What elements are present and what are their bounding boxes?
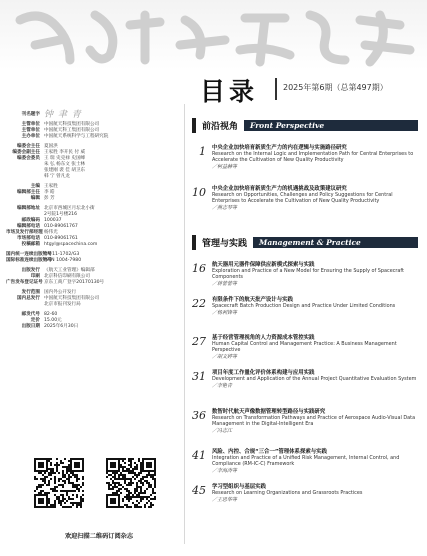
masthead-value: 2025年6月30日 xyxy=(44,324,79,329)
section-title-zh: 管理与实践 xyxy=(202,239,248,249)
masthead-label: 国际标准连续出版物号 xyxy=(6,258,52,263)
masthead-value: 中国航天科工集团有限公司 xyxy=(44,128,100,133)
article-title-en: Research on Opportunities, Challenges and Policy Suggestions for Central Enterprises to Accelerate the Cultivation of New Quality Productivity xyxy=(212,192,393,204)
masthead-label xyxy=(6,302,44,308)
masthead-label: 投稿邮箱 xyxy=(21,242,40,247)
masthead-value: 2号院1号楼216 xyxy=(44,212,77,217)
masthead-value: 北京市西城区月坛北小街 xyxy=(44,206,95,211)
masthead-label: 出版日期 xyxy=(21,324,40,329)
article-title-en: Exploration and Practice of a New Model for Ensuring the Supply of Spacecraft Components xyxy=(212,268,404,280)
article-author: ／杨利锋等 xyxy=(212,309,238,316)
masthead-label: 出版发行 xyxy=(21,268,40,273)
article-title-zh: 中央企业加快培育新质生产力的内在逻辑与实施路径研究 xyxy=(212,145,347,151)
article-title-en: Integration and Practice of a Unified Risk Management, Internal Control, and Compliance (RM-IC-C) Framework xyxy=(212,455,400,467)
article-title-en: Human Capital Control and Management Practice: A Business Management Perspective xyxy=(212,341,397,353)
masthead-row xyxy=(6,196,176,202)
masthead-value: 100037 xyxy=(44,218,62,223)
masthead-row xyxy=(6,302,176,308)
qr-code-icon[interactable] xyxy=(106,458,156,508)
masthead-value: 《航天工业管理》编辑部 xyxy=(44,268,95,273)
masthead-label xyxy=(6,174,44,180)
calligraphy-banner-graphic xyxy=(0,0,427,70)
title-divider xyxy=(275,78,277,100)
masthead-value: 中国航天科技集团有限公司 xyxy=(44,122,100,127)
entry-text xyxy=(212,484,418,504)
masthead-label: 编辑部地址 xyxy=(17,206,40,211)
article-title-zh: 风险、内控、合规“三合一”管理体系探索与实践 xyxy=(212,449,327,455)
article-title-en: Research on the Internal Logic and Implementation Path for Central Enterprises to Accelerate the Cultivation of New Quality Productivity xyxy=(212,151,414,163)
masthead-row xyxy=(6,324,176,330)
article-title-zh: 基于经营管理视角的人力资源成本管控实践 xyxy=(212,335,315,341)
masthead-value: 京东工商广登字20170130号 xyxy=(44,280,105,285)
masthead-value: 中国航天科技集团有限公司 xyxy=(44,296,100,301)
masthead-label: 主管单位 xyxy=(21,122,40,127)
masthead-row xyxy=(6,134,176,140)
masthead-value: 010-89061761 xyxy=(44,236,78,241)
article-author: ／李艳青 xyxy=(212,382,233,389)
masthead-row xyxy=(6,280,176,286)
article-title-zh: 数智时代航天声像数据管理转型路径与实践研究 xyxy=(212,409,326,415)
masthead-label: 定价 xyxy=(30,318,40,323)
masthead-rows xyxy=(6,122,176,330)
article-title-en: Development and Application of the Annual Project Quantitative Evaluation System xyxy=(212,376,417,382)
masthead-info xyxy=(6,112,176,330)
article-author: ／冯志江 xyxy=(212,427,233,434)
masthead-value: 15.00元 xyxy=(44,318,62,323)
qr-code-icon[interactable] xyxy=(34,458,84,508)
toc-title: 目录 xyxy=(200,77,259,106)
masthead-value: 北京市报刊发行局 xyxy=(44,302,81,307)
page-number: 16 xyxy=(192,262,206,275)
article-author: ／王思华等 xyxy=(212,496,238,503)
masthead-label: 市场及发行部经理 xyxy=(6,230,43,235)
page-number: 27 xyxy=(192,335,206,348)
section-title-en: Management & Practice xyxy=(253,237,418,248)
column-divider xyxy=(184,104,185,544)
article-title-en: Spacecraft Batch Production Design and Practice Under Limited Conditions xyxy=(212,303,396,309)
masthead-value: 朱 弘 杨东文 张士林 xyxy=(44,162,86,167)
masthead-value: 国内外公开发行 xyxy=(44,290,77,295)
article-title-zh: 中央企业加快培育新质生产力的机遇挑战及政策建议研究 xyxy=(212,186,347,192)
masthead-value: 北京科信印刷有限公司 xyxy=(44,274,90,279)
article-author: ／李海涛等 xyxy=(212,467,238,474)
masthead-label: 印刷 xyxy=(30,274,40,279)
masthead-label: 主办单位 xyxy=(21,134,40,139)
section-title-zh: 前沿视角 xyxy=(202,122,239,132)
article-title-zh: 有限条件下的航天批产设计与实践 xyxy=(212,297,293,303)
masthead-value: 杨伟光 xyxy=(44,230,58,235)
inscription-row xyxy=(6,112,176,118)
qr-area xyxy=(34,458,164,524)
section-header-management-practice xyxy=(192,235,418,250)
entry-text xyxy=(212,409,418,435)
page-number: 45 xyxy=(192,484,206,497)
masthead-value: 王家胜 李开民 付 威 xyxy=(44,150,86,155)
masthead-row xyxy=(6,242,176,248)
article-title-zh: 学习型组织与基层实践 xyxy=(212,484,266,490)
masthead-value: CN 11-1702/G3 xyxy=(44,252,80,257)
masthead-label: 国内总发行 xyxy=(17,296,40,301)
masthead-value: 82-60 xyxy=(44,312,58,317)
issue-info: 2025年第6期（总第497期） xyxy=(283,83,388,92)
section-header-front-perspective xyxy=(192,118,418,133)
entry-text xyxy=(212,370,418,390)
page-number: 10 xyxy=(192,186,206,199)
masthead-value: 王 瑞 史克禄 史国峰 xyxy=(44,156,86,161)
masthead-label: 市场部电话 xyxy=(17,236,40,241)
masthead-label: 编辑 xyxy=(30,196,40,201)
masthead-label: 编委会副主任 xyxy=(12,150,40,155)
entry-text xyxy=(212,262,418,288)
masthead-label: 国内统一连续出版物号 xyxy=(6,252,52,257)
masthead-value: 夏国洪 xyxy=(44,144,58,149)
masthead-label: 广告发布登记证号 xyxy=(6,280,43,285)
qr-caption: 欢迎扫描二维码订阅杂志 xyxy=(64,533,134,540)
article-title-zh: 项目年度工作量化评价体系构建与应用实践 xyxy=(212,370,315,376)
masthead-value: 韩 宁 曾凡龙 xyxy=(44,174,70,179)
entry-text xyxy=(212,449,418,475)
masthead-value: 张建刚 裴 佳 胡卫东 xyxy=(44,168,86,173)
masthead-banner xyxy=(0,0,427,70)
masthead-value: htgyl@spacechina.com xyxy=(44,242,98,247)
page-number: 1 xyxy=(199,145,206,158)
article-title-zh: 航天器用元器件保障供应新模式探索与实践 xyxy=(212,262,315,268)
masthead-value: 李 皓 xyxy=(44,190,55,195)
masthead-value: 010-89061767 xyxy=(44,224,78,229)
masthead-label: 发行范围 xyxy=(21,290,40,295)
article-author: ／燕志琴等 xyxy=(212,204,238,211)
article-title-en: Research on Learning Organizations and Grassroots Practices xyxy=(212,490,363,496)
entry-text xyxy=(212,297,418,317)
inscription-label: 刊名题字 xyxy=(21,112,40,117)
masthead-value: ISSN 1004-7980 xyxy=(44,258,82,263)
masthead-value: 中国航天系统科学与工程研究院 xyxy=(44,134,109,139)
masthead-label: 编委会委员 xyxy=(17,156,40,161)
article-author: ／蒋蕾蕾等 xyxy=(212,280,238,287)
masthead-label: 主编 xyxy=(30,184,40,189)
masthead-label: 邮政编码 xyxy=(21,218,40,223)
entry-text xyxy=(212,186,418,212)
page-number: 41 xyxy=(192,449,206,462)
masthead-value: 王家胜 xyxy=(44,184,58,189)
masthead-label: 邮发代号 xyxy=(21,312,40,317)
masthead-label: 编辑部主任 xyxy=(17,190,40,195)
masthead-row xyxy=(6,258,176,264)
article-author: ／柯益赫等 xyxy=(212,163,238,170)
entry-text xyxy=(212,335,418,361)
entry-text xyxy=(212,145,418,171)
article-title-en: Research on Transformation Pathways and Practice of Aerospace Audio-Visual Data Management in the Digital-Intelligent Era xyxy=(212,415,416,427)
section-title-en: Front Perspective xyxy=(244,120,418,131)
masthead-label: 编委会主任 xyxy=(17,144,40,149)
masthead-label: 主管单位 xyxy=(21,128,40,133)
masthead-label: 编辑部电话 xyxy=(17,224,40,229)
article-author: ／胡文婷等 xyxy=(212,353,238,360)
masthead-value: 彭 芳 xyxy=(44,196,55,201)
page-number: 22 xyxy=(192,297,206,310)
page-number: 31 xyxy=(192,370,206,383)
inscription-signature: 钟 聿 青 xyxy=(44,110,82,120)
masthead-row xyxy=(6,174,176,180)
page-number: 36 xyxy=(192,409,206,422)
